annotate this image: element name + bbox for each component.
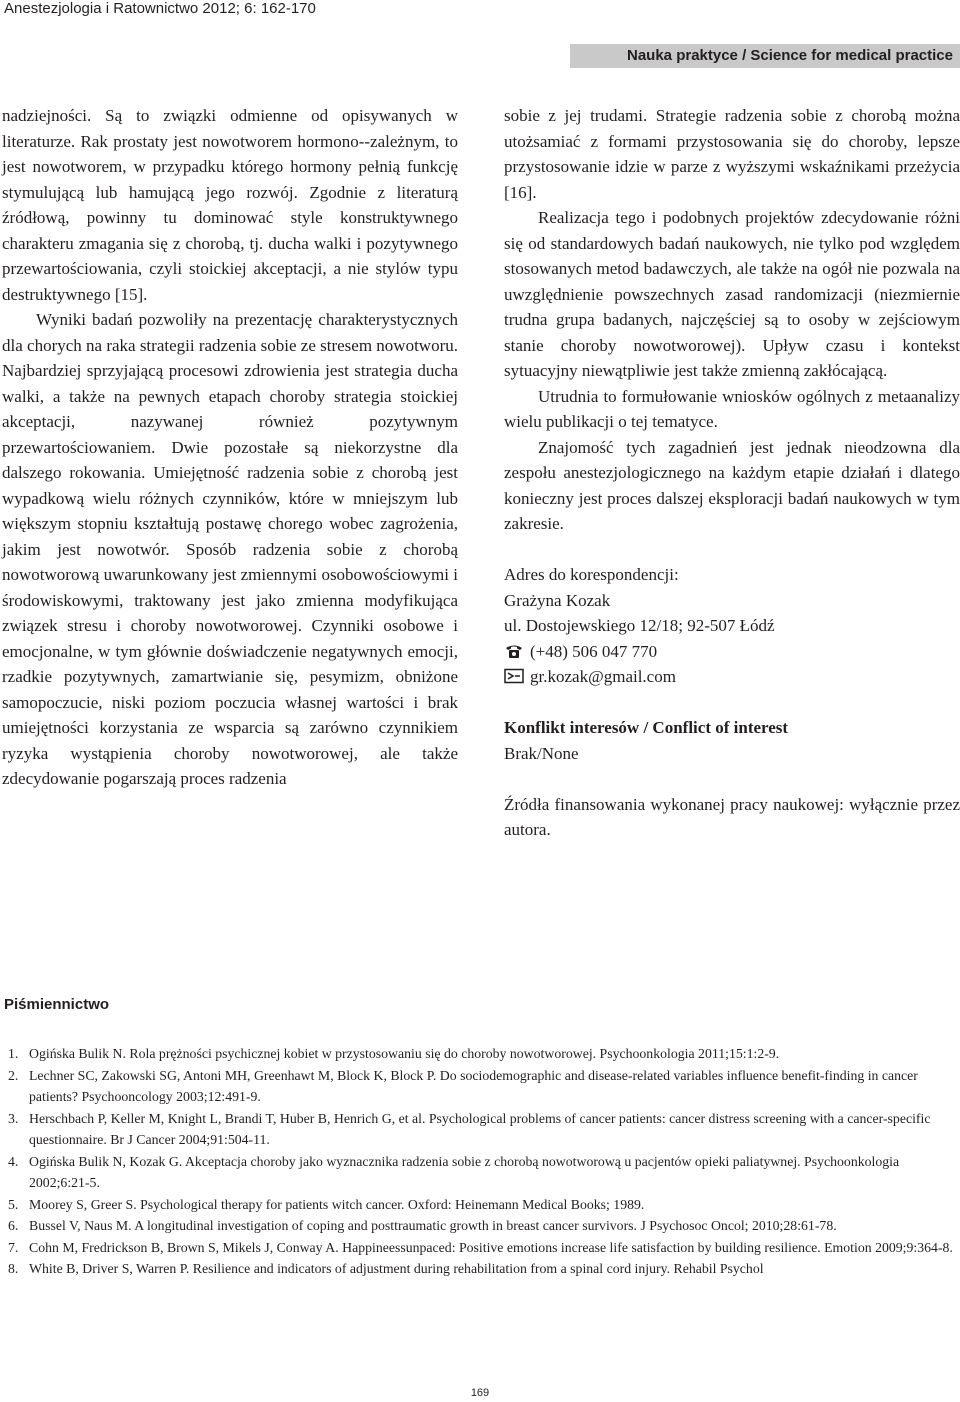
right-column (504, 103, 960, 843)
email-line (504, 664, 960, 690)
reference-item: 2. Lechner SC, Zakowski SG, Antoni MH, Greenhawt M, Block K, Block P. Do sociodemographic and disease-related variables influence benefit-finding in cancer patients? Psychooncology 2003;12:491-9. (8, 1067, 918, 1104)
envelope-icon (504, 666, 524, 682)
paragraph: Realizacja tego i podobnych projektów zdecydowanie różni się od standardowych badań naukowych, nie tylko pod względem stosowanych metod badawczych, ale także na ogół nie pozwala na uwzględnienie powszechnych zasad randomizacji (niezmiernie trudna grupa badanych, najczęściej są to osoby w zejściowym stanie choroby nowotworowej). Upływ czasu i kontekst sytuacyjny niewątpliwie jest także zmienną zakłócającą. (504, 208, 960, 380)
correspondence-label: Adres do korespondencji: (504, 565, 679, 584)
references-heading: Piśmiennictwo (4, 996, 110, 1013)
paragraph: sobie z jej trudami. Strategie radzenia sobie z chorobą można utożsamiać z formami przystosowania się do choroby, lepsze przystosowanie idzie w parze z wyższymi wskaźnikami przeżycia [16]. (504, 106, 960, 202)
left-column (2, 103, 458, 792)
reference-item: 8. White B, Driver S, Warren P. Resilience and indicators of adjustment during rehabilitation from a spinal cord injury. Rehabil Psychol (8, 1261, 764, 1276)
email-address: gr.kozak@gmail.com (530, 667, 676, 686)
reference-item: 5. Moorey S, Greer S. Psychological therapy for patients witch cancer. Oxford: Heinemann Medical Books; 1989. (8, 1196, 645, 1212)
references-list (0, 1043, 960, 1280)
section-banner: Nauka praktyce / Science for medical practice (570, 44, 960, 68)
funding-statement: Źródła finansowania wykonanej pracy naukowej: wyłącznie przez autora. (504, 794, 960, 839)
page-number: 169 (470, 1387, 490, 1399)
phone-number: (+48) 506 047 770 (530, 641, 658, 661)
phone-icon (504, 641, 524, 657)
reference-item: 4. Ogińska Bulik N, Kozak G. Akceptacja choroby jako wyznacznika radzenia sobie z chorobą nowotworową u pacjentów opieki paliatywnej. Psychoonkologia 2002;6:21-5. (8, 1153, 900, 1190)
author-name: Grażyna Kozak (504, 590, 611, 610)
journal-citation: Anestezjologia i Ratownictwo 2012; 6: 162-170 (4, 0, 316, 17)
paragraph: Wyniki badań pozwoliły na prezentację charakterystycznych dla chorych na raka strategii radzenia sobie ze stresem nowotworu. Najbardziej sprzyjającą procesowi zdrowienia jest strategia ducha walki, a także na pewnych etapach choroby strategia stoickiej akceptacji, nazywanej również pozytywnym przewartościowaniem. Dwie pozostałe są niekorzystne dla dalszego rokowania. Umiejętność radzenia sobie z chorobą jest wypadkową wielu różnych czynników, które w mniejszym lub większym stopniu kształtują postawę chorego wobec zagrożenia, jakim jest nowotwór. Sposób radzenia sobie z chorobą nowotworową uwarunkowany jest zmiennymi osobowościowymi i środowiskowymi, traktowany jest jako zmienna modyfikująca związek stresu i choroby nowotworowej. Czynniki osobowe i emocjonalne, w tym głównie doświadczenie negatywnych emocji, rzadkie pozytywnych, zamartwianie się, pesymizm, obniżone samopoczucie, niski poziom poczucia własnej wartości i brak umiejętności korzystania ze wsparcia są zarówno czynnikiem ryzyka wystąpienia choroby nowotworowej, ale także zdecydowanie pogarszają proces radzenia (2, 310, 458, 788)
conflict-value: Brak/None (504, 743, 579, 763)
reference-item: 3. Herschbach P, Keller M, Knight L, Brandi T, Huber B, Henrich G, et al. Psychological problems of cancer patients: cancer distress screening with a cancer-specific questionnaire. Br J Cancer 2004;91:504-11. (8, 1110, 931, 1147)
reference-item: 1. Ogińska Bulik N. Rola prężności psychicznej kobiet w przystosowaniu się do choroby nowotworowej. Psychoonkologia 2011;15:1:2-9. (8, 1046, 780, 1061)
paragraph: nadziejności. Są to związki odmienne od opisywanych w literaturze. Rak prostaty jest nowotworem hormono--zależnym, to jest nowotworem, w przypadku którego hormony pełnią funkcję stymulującą lub hamującą jego rozwój. Zgodnie z literaturą źródłową, powinny tu dominować style konstruktywnego charakteru zmagania się z chorobą, tj. ducha walki i pozytywnego przewartościowania, czyli stoickiej akceptacji, a nie stylów typu destruktywnego [15]. (2, 106, 458, 304)
paragraph: Znajomość tych zagadnień jest jednak nieodzowna dla zespołu anestezjologicznego na każdym etapie działań i dlatego konieczny jest proces dalszej eksploracji badań naukowych w tym zakresie. (504, 437, 960, 533)
paragraph: Utrudnia to formułowanie wniosków ogólnych z metaanalizy wielu publikacji o tej tematyce. (504, 386, 960, 431)
reference-item: 6. Bussel V, Naus M. A longitudinal investigation of coping and posttraumatic growth in breast cancer survivors. J Psychosoc Oncol; 2010;28:61-78. (8, 1218, 837, 1233)
phone-line (504, 639, 960, 665)
author-address: ul. Dostojewskiego 12/18; 92-507 Łódź (504, 616, 775, 635)
conflict-heading: Konflikt interesów / Conflict of interest (504, 718, 789, 737)
reference-item: 7. Cohn M, Fredrickson B, Brown S, Mikels J, Conway A. Happineessunpaced: Positive emotions increase life satisfaction by building resilience. Emotion 2009;9:364-8. (8, 1239, 953, 1255)
